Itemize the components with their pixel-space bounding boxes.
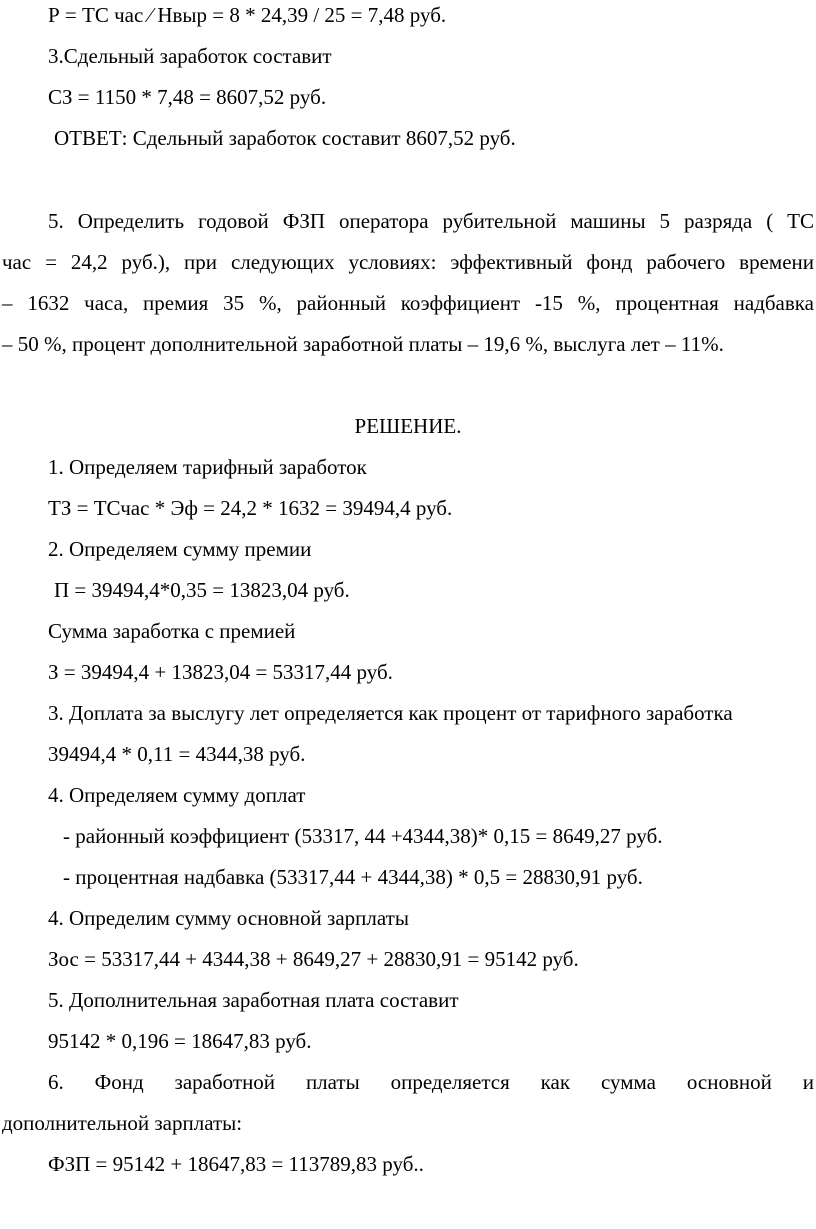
formula-piece-earnings: СЗ = 1150 * 7,48 = 8607,52 руб. <box>48 85 327 109</box>
task-5-line-3: – 1632 часа, премия 35 %, районный коэффициент -15 %, процентная надбавка <box>2 291 814 315</box>
task-5-line-4: – 50 %, процент дополнительной заработной платы – 19,6 %, выслуга лет – 11%. <box>2 332 724 356</box>
formula-percentage-allowance: - процентная надбавка (53317,44 + 4344,38) * 0,5 = 28830,91 руб. <box>63 865 643 889</box>
step-1-heading: 1. Определяем тарифный заработок <box>48 455 367 479</box>
formula-earnings-with-bonus: З = 39494,4 + 13823,04 = 53317,44 руб. <box>48 660 393 684</box>
step-2-heading: 2. Определяем сумму премии <box>48 537 312 561</box>
earnings-with-bonus-label: Сумма заработка с премией <box>48 619 296 643</box>
step-4-heading: 4. Определяем сумму доплат <box>48 783 306 807</box>
formula-tariff-earnings: ТЗ = ТСчас * Эф = 24,2 * 1632 = 39494,4 руб. <box>48 496 453 520</box>
task-5-line-1: 5. Определить годовой ФЗП оператора рубительной машины 5 разряда ( ТС <box>48 209 814 233</box>
step-5-heading: 5. Дополнительная заработная плата составит <box>48 988 459 1012</box>
answer-line: ОТВЕТ: Сдельный заработок составит 8607,52 руб. <box>54 126 516 150</box>
step-6-heading-line-1: 6. Фонд заработной платы определяется как сумма основной и <box>48 1070 814 1094</box>
solution-heading: РЕШЕНИЕ. <box>354 414 462 438</box>
task-5-line-2: час = 24,2 руб.), при следующих условиях: эффективный фонд рабочего времени <box>2 250 814 274</box>
step-3-heading: 3. Доплата за выслугу лет определяется как процент от тарифного заработка <box>48 701 733 725</box>
formula-payroll-fund: ФЗП = 95142 + 18647,83 = 113789,83 руб.. <box>48 1152 424 1176</box>
step-6-heading-line-2: дополнительной зарплаты: <box>2 1111 243 1135</box>
formula-piece-rate: Р = ТС час ⁄ Нвыр = 8 * 24,39 / 25 = 7,48 руб. <box>48 3 447 27</box>
formula-seniority-bonus: 39494,4 * 0,11 = 4344,38 руб. <box>48 742 306 766</box>
step-4b-heading: 4. Определим сумму основной зарплаты <box>48 906 409 930</box>
formula-regional-coefficient: - районный коэффициент (53317, 44 +4344,38)* 0,15 = 8649,27 руб. <box>63 824 663 848</box>
formula-base-salary: Зос = 53317,44 + 4344,38 + 8649,27 + 28830,91 = 95142 руб. <box>48 947 579 971</box>
formula-additional-pay: 95142 * 0,196 = 18647,83 руб. <box>48 1029 312 1053</box>
step-piece-earnings: 3.Сдельный заработок составит <box>48 44 332 68</box>
formula-bonus: П = 39494,4*0,35 = 13823,04 руб. <box>54 578 350 602</box>
